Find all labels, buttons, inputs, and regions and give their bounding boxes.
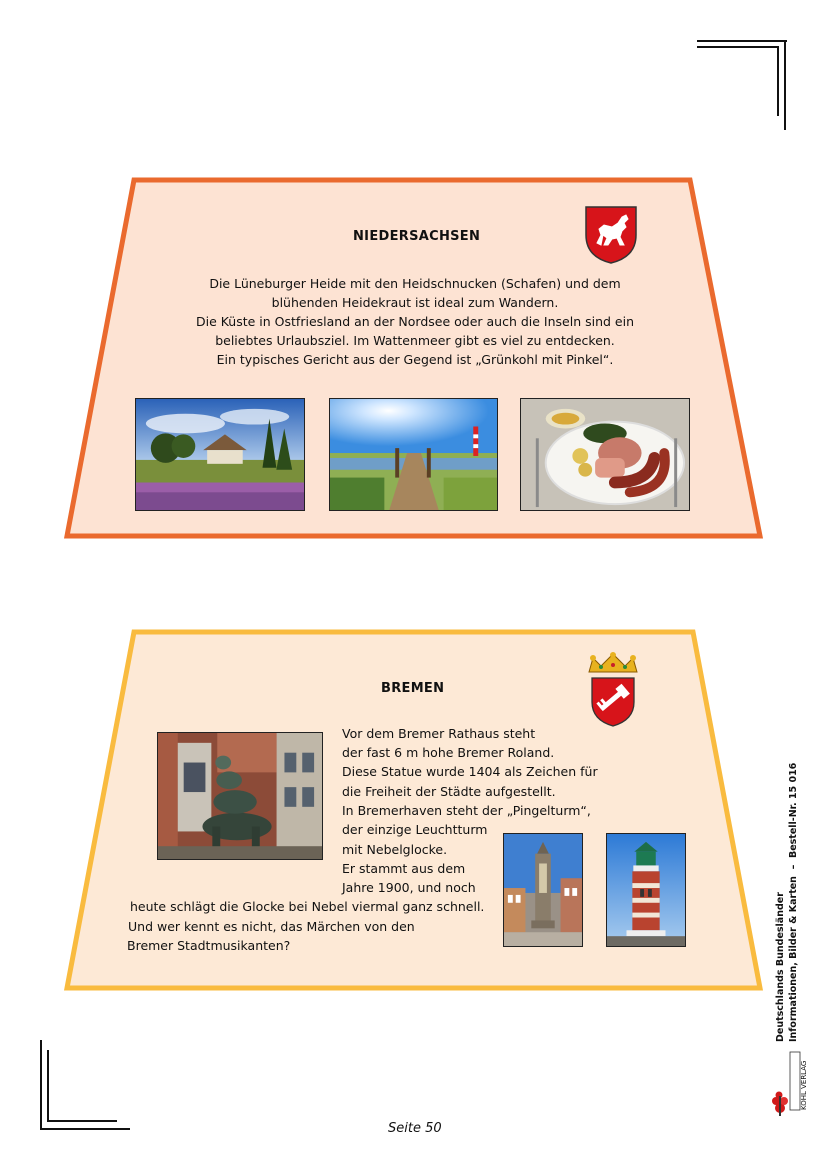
text-line: der einzige Leuchtturm <box>342 822 488 837</box>
text-line: beliebtes Urlaubsziel. Im Wattenmeer gibt es viel zu entdecken. <box>215 333 615 348</box>
pingelturm-photo <box>606 833 686 947</box>
text-line: heute schlägt die Glocke bei Nebel viermal ganz schnell. <box>130 899 485 914</box>
text-line: mit Nebelglocke. <box>342 842 448 857</box>
text-line: Vor dem Bremer Rathaus steht <box>342 726 536 741</box>
niedersachsen-title: NIEDERSACHSEN <box>353 229 481 244</box>
text-line: der fast 6 m hohe Bremer Roland. <box>342 745 555 760</box>
text-line: Er stammt aus dem <box>342 861 466 876</box>
text-line: Die Lüneburger Heide mit den Heidschnucken (Schafen) und dem <box>209 276 621 291</box>
text-line: Die Küste in Ostfriesland an der Nordsee oder auch die Inseln sind ein <box>195 314 635 329</box>
text-line: die Freiheit der Städte aufgestellt. <box>342 784 556 799</box>
text-line: Diese Statue wurde 1404 als Zeichen für <box>342 764 598 779</box>
text-line: Jahre 1900, und noch <box>342 880 476 895</box>
text-line: blühenden Heidekraut ist ideal zum Wandern. <box>271 295 559 310</box>
text-line: In Bremerhaven steht der „Pingelturm“, <box>342 803 591 818</box>
roland-photo <box>503 833 583 947</box>
page-number: Seite 50 <box>388 1121 442 1136</box>
text-line: Und wer kennt es nicht, das Märchen von den <box>128 919 415 934</box>
text-line: Bremer Stadtmusikanten? <box>127 938 291 953</box>
bremen-title: BREMEN <box>381 681 445 696</box>
stadtmusikanten-photo <box>157 732 323 860</box>
side-order-info: Informationen, Bilder & Karten – Bestell-Nr. 15 016 <box>788 762 799 1042</box>
bremen-coat-of-arms-icon <box>584 652 642 728</box>
publisher-name: KOHL VERLAG <box>800 1060 808 1110</box>
side-series-title: Deutschlands Bundesländer <box>775 892 786 1042</box>
text-line: Ein typisches Gericht aus der Gegend ist „Grünkohl mit Pinkel“. <box>216 352 614 367</box>
